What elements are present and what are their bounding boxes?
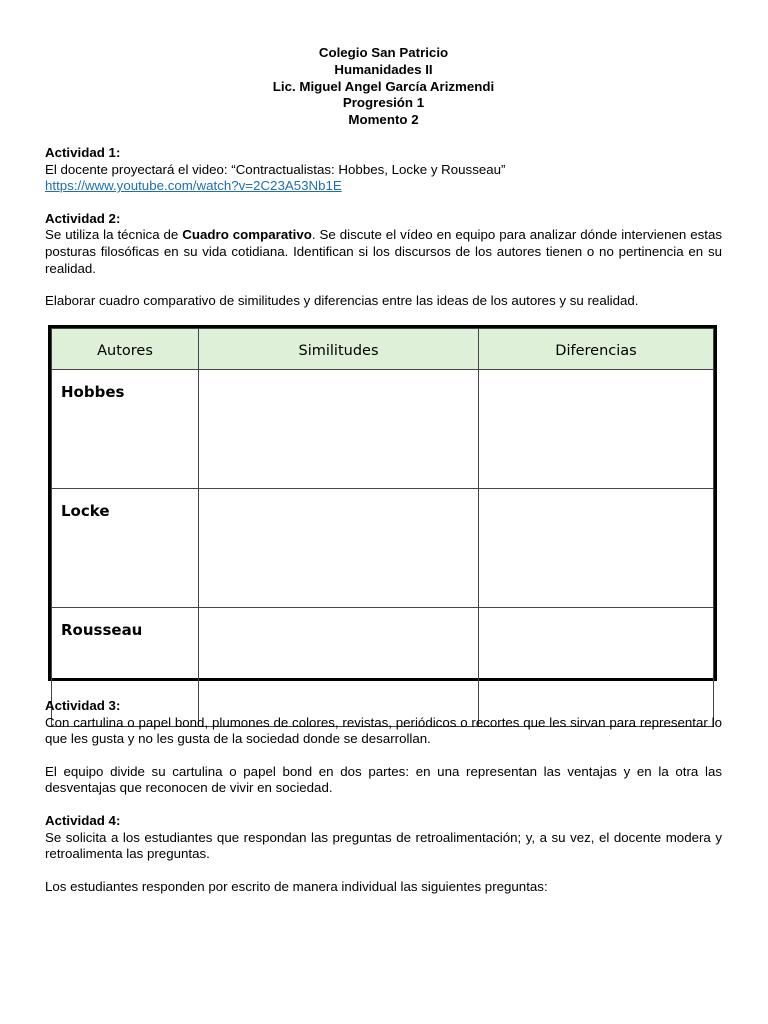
activity-2-title: Actividad 2: xyxy=(45,210,121,226)
header-similitudes: Similitudes xyxy=(199,329,479,370)
similitudes-cell[interactable] xyxy=(199,370,479,489)
video-link[interactable]: https://www.youtube.com/watch?v=2C23A53Nb1E xyxy=(45,178,342,194)
document-header xyxy=(45,45,722,129)
activity-2 xyxy=(45,211,722,310)
subject-name: Humanidades II xyxy=(334,61,433,77)
author-cell: Locke xyxy=(52,489,199,608)
similitudes-cell[interactable] xyxy=(199,489,479,608)
activity-1 xyxy=(45,145,722,195)
header-diferencias: Diferencias xyxy=(479,329,714,370)
moment-label: Momento 2 xyxy=(348,112,419,128)
activity-3 xyxy=(45,698,722,797)
lower-section xyxy=(45,698,722,895)
activity-4 xyxy=(45,813,722,895)
comparison-table xyxy=(51,328,714,727)
progression-label: Progresión 1 xyxy=(342,95,425,111)
teacher-name: Lic. Miguel Angel García Arizmendi xyxy=(272,78,495,94)
author-cell: Hobbes xyxy=(52,370,199,489)
activity-4-text-2: Los estudiantes responden por escrito de manera individual las siguientes preguntas: xyxy=(45,878,548,894)
technique-name: Cuadro comparativo xyxy=(182,227,312,243)
comparison-table-frame xyxy=(48,325,717,681)
activity-1-text: El docente proyectará el video: “Contractualistas: Hobbes, Locke y Rousseau” xyxy=(45,161,506,177)
activity-3-text: Con cartulina o papel bond, plumones de colores, revistas, periódicos o recortes que les sirvan para representar lo que les gusta y no les gusta de la sociedad donde se desarrollan. xyxy=(45,714,722,747)
document-body xyxy=(45,45,722,310)
school-name: Colegio San Patricio xyxy=(318,45,449,60)
activity-3-text-2: El equipo divide su cartulina o papel bond en dos partes: en una representan las ventajas y en la otra las desventajas que reconocen de vivir en sociedad. xyxy=(45,763,722,796)
activity-1-title: Actividad 1: xyxy=(45,144,121,160)
table-row xyxy=(52,489,714,608)
author-cell: Rousseau xyxy=(52,608,199,727)
activity-2-text: Se utiliza la técnica de Cuadro comparativo. Se discute el vídeo en equipo para analizar dónde intervienen estas posturas filosóficas en su vida cotidiana. Identifican si los discursos de los autores tienen o no pertinencia en su realidad. xyxy=(45,227,722,276)
diferencias-cell[interactable] xyxy=(479,370,714,489)
activity-4-text: Se solicita a los estudiantes que respondan las preguntas de retroalimentación; y, a su vez, el docente modera y retroalimenta las preguntas. xyxy=(45,829,722,862)
diferencias-cell[interactable] xyxy=(479,489,714,608)
activity-2-instruction: Elaborar cuadro comparativo de similitudes y diferencias entre las ideas de los autores y su realidad. xyxy=(45,293,639,309)
table-row xyxy=(52,370,714,489)
activity-3-title: Actividad 3: xyxy=(45,698,121,713)
header-autores: Autores xyxy=(52,329,199,370)
activity-4-title: Actividad 4: xyxy=(45,812,121,828)
